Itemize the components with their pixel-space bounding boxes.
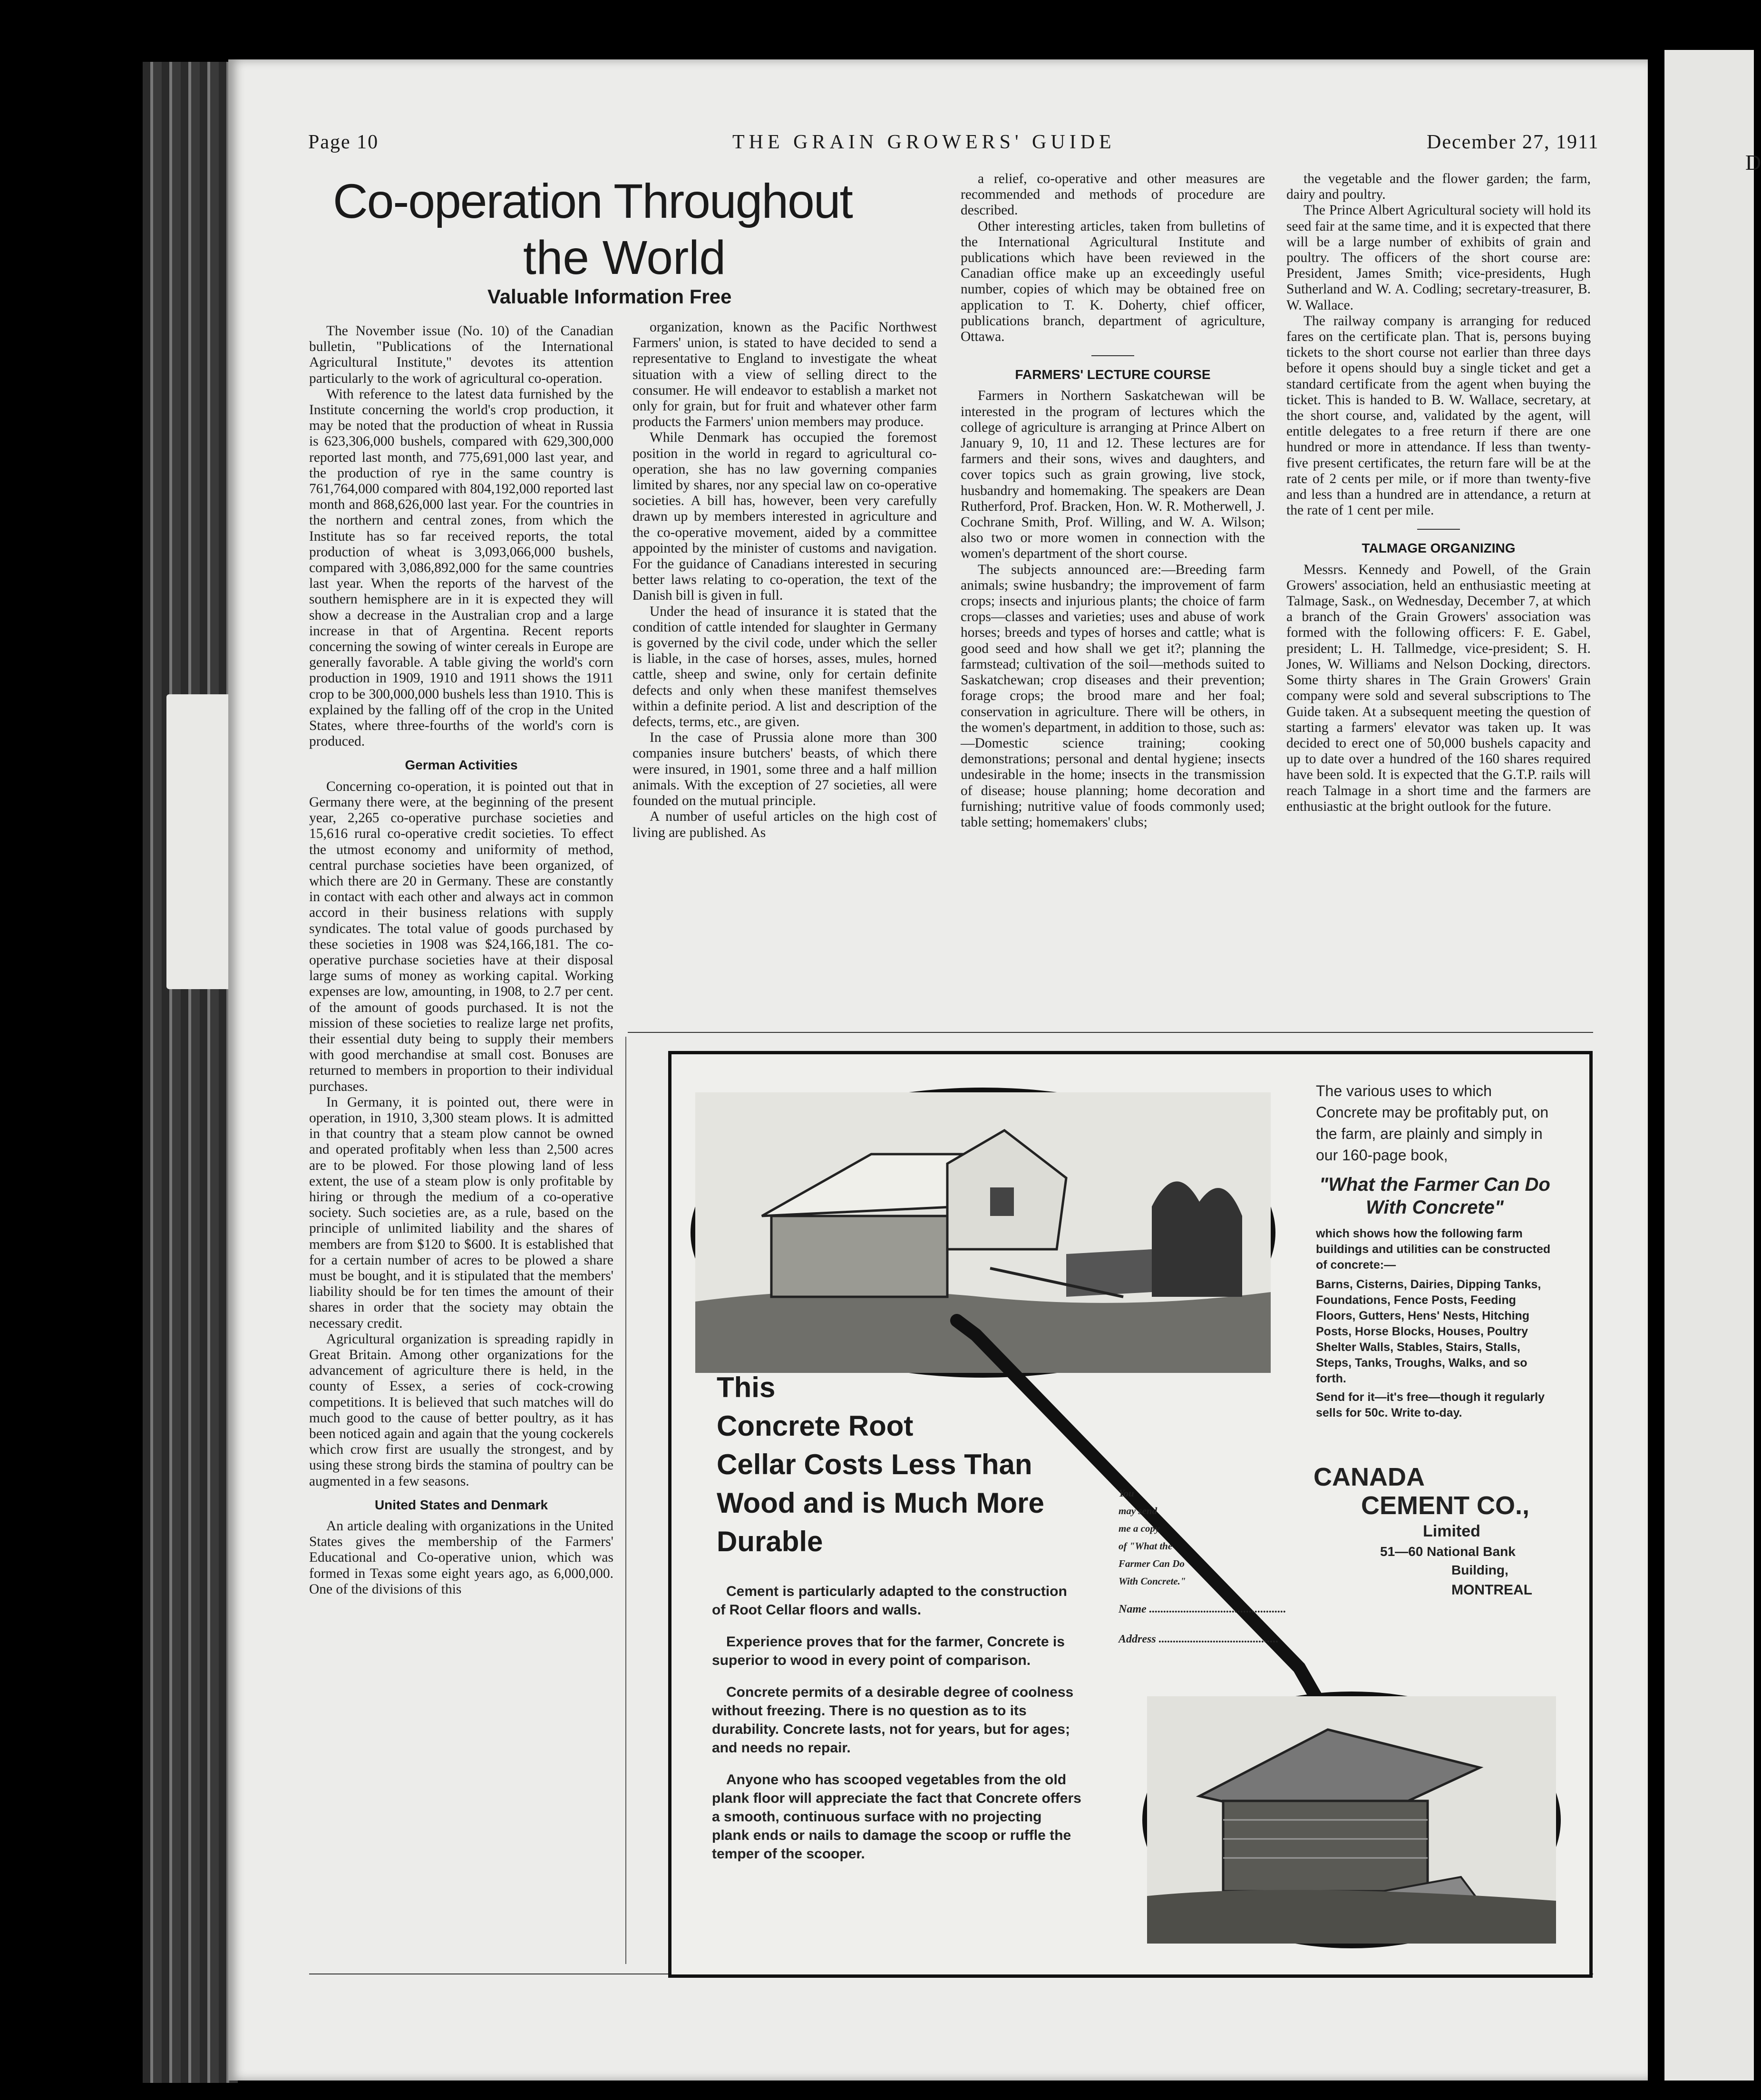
heading-farmers-lecture: FARMERS' LECTURE COURSE [1015,367,1211,382]
col4-paras [1286,171,1591,518]
facing-page-edge [1664,50,1761,2081]
col1-paras [309,323,613,749]
ad-body-paras-item: Experience proves that for the farmer, Concrete is superior to wood in every point of comparison. [712,1634,1065,1668]
ad-headline-lines-item: Wood and is Much More [717,1487,1044,1519]
heading-us-denmark: United States and Denmark [374,1497,548,1512]
ad-buildings-list: Barns, Cisterns, Dairies, Dipping Tanks, Foundations, Fence Posts, Feeding Floors, Gutters, Hens' Nests, Hitching Posts, Horse Blocks, Houses, Poultry Shelter Walls, Stables, Stairs, Stalls, Steps, Tanks, Troughs, Walks, and so forth. [1316,1278,1541,1385]
company-address3: MONTREAL [1451,1582,1532,1598]
us-paras-item: An article dealing with organizations in the United States gives the membership of the Farmers' Educational and Co-operative union, which was formed in Texas some eight years ago, as 6,000,000. One of the divisions of this [309,1518,613,1597]
german-paras-item: Agricultural organization is spreading rapidly in Great Britain. Among other organizations for the advancement of agriculture there is held, in the county of Essex, a series of cock-crowing competitions. It is believed that such matches will do much good to the cause of better poultry, as it has been noticed again and again that the young cockerels which crow first are usually the strongest, and by using these strong birds the stamina of poultry can be augmented in a few seasons. [309,1331,613,1489]
talmage-paras [1286,562,1591,815]
ad-headline-lines [717,1368,1044,1561]
coupon-name-label: Name [1119,1603,1147,1615]
lecture-paras [961,388,1265,830]
german-paras [309,779,613,1489]
coupon-lines-item: me a copy [1119,1523,1160,1534]
german-paras-item: Concerning co-operation, it is pointed out that in Germany there were, at the beginning of the present year, 2,265 co-operative purchase societies and 15,616 rural co-operative credit societies. To effect the utmost economy and uniformity of method, central purchase societies have been organized, of which there are 20 in Germany. These are constantly in contact with each other and always act in common accord in their business relations with supply syndicates. The total value of goods purchased by these societies in 1908 was $24,166,181. The co-operative purchase societies have at their disposal large sums of money as working capital. Working expenses are low, amounting, in 1908, to 2.7 per cent. of the amount of goods purchased. It is not the mission of these societies to realize large net profits, their essential duty being to supply their members with good merchandise at small cost. Bonuses are returned to members in proportion to their individual purchases. [309,778,613,1094]
coupon-address[interactable]: Address .......................................... [1119,1633,1279,1645]
ad-shows: which shows how the following farm buildings and utilities can be constructed of concrete:— [1316,1227,1551,1272]
coupon-lines-item: Farmer Can Do [1119,1558,1185,1569]
lecture-paras-item: Farmers in Northern Saskatchewan will be interested in the program of lectures which the college of agriculture is arranging at Prince Albert on January 9, 10, 11 and 12. These lectures are for farmers and their sons, wives and daughters, and cover topics such as grain growing, live stock, husbandry and homemaking. The speakers are Dean Rutherford, Prof. Bracken, Hon. W. R. Motherwell, J. Cochrane Smith, Prof. Willing, and W. A. Wilson; also two or more women in connection with the women's department of the short course. [961,388,1265,562]
coupon-lines-item: may send [1119,1505,1158,1517]
column-4 [1286,171,1591,815]
column-rule [625,1037,626,1964]
ad-book-offer [1316,1080,1554,1421]
heading-talmage: TALMAGE ORGANIZING [1362,541,1516,556]
company-line3: Limited [1423,1522,1480,1540]
ad-body-paras-item: Anyone who has scooped vegetables from the old plank floor will appreciate the fact that Concrete offers a smooth, continuous surface with no projecting plank ends or nails to damage the scoop or ruffle the temper of the scooper. [712,1772,1081,1862]
col3-paras-item: a relief, co-operative and other measures are recommended and methods of procedure are described. [961,171,1265,218]
article-title-line1: Co-operation Throughout [333,174,852,228]
facing-page-letter: D [1745,150,1761,175]
ad-coupon [1119,1485,1286,1648]
divider [1417,529,1460,530]
ad-headline [717,1368,1044,1561]
coupon-lines-item: With Concrete." [1119,1575,1186,1587]
ad-body-paras [712,1582,1083,1863]
ad-intro: The various uses to which Concrete may be profitably put, on the farm, are plainly and simply in our 160-page book, [1316,1082,1549,1164]
article-subtitle: Valuable Information Free [487,285,732,308]
coupon-lines-item: of "What the [1119,1540,1173,1552]
us-paras [309,1518,613,1597]
column-1 [309,323,613,1597]
col2-paras [632,320,937,841]
issue-date: December 27, 1911 [1427,131,1599,153]
column-3 [961,171,1265,830]
col2-paras-item: Under the head of insurance it is stated that the condition of cattle intended for slaughter in Germany is governed by the civil code, under which the seller is liable, in the case of horses, asses, mules, horned cattle, sheep and swine, only for certain definite defects and only when these manifest themselves within a definite period. A list and description of the defects, terms, etc., are given. [632,603,937,730]
horizontal-rule [628,1032,1593,1033]
ad-headline-lines-item: Durable [717,1526,823,1557]
company-line1: CANADA [1313,1463,1425,1491]
coupon-name[interactable]: Name ................................................ [1119,1603,1286,1615]
lecture-paras-item: The subjects announced are:—Breeding farm animals; swine husbandry; the improvement of farm crops; insects and injurious plants; the choice of farm crops—classes and varieties; uses and abuse of work horses; breeds and types of horses and cattle; what is good seed and how shall we get it?; planning the farmstead; cultivation of the soil—methods suited to Saskatchewan; crop diseases and their prevention; forage crops; the brood mare and her foal; conservation in agriculture. There will be others, in the women's department, in addition to those, such as:—Domestic science training; cooking demonstrations; personal and dental hygiene; insects undesirable in the home; insects in the transmission of disease; house planning; home decoration and furnishing; nutritive value of foods commonly used; table setting; homemakers' clubs; [961,562,1265,830]
ad-send: Send for it—it's free—though it regularly sells for 50c. Write to-day. [1316,1390,1545,1419]
col2-paras-item: organization, known as the Pacific Northwest Farmers' union, is stated to have decided to send a representative to England to investigate the wheat situation with a view of selling direct to the consumer. He will endeavor to establish a market not only for grain, but for fruit and whatever other farm products the Farmers' union members may produce. [632,320,937,430]
article-title-line2: the World [523,231,726,284]
company-address2: Building, [1451,1563,1508,1577]
col4-paras-item: The Prince Albert Agricultural society will hold its seed fair at the same time, and it is expected that there will be a large number of exhibits of grain and poultry. The officers of the short course are: President, James Smith; vice-presidents, Hugh Sutherland and W. A. Codling; secretary-treasurer, B. W. Wallace. [1286,203,1591,313]
col2-paras-item: In the case of Prussia alone more than 300 companies insure butchers' beasts, of which there were insured, in 1901, some three and a half million animals. With the exception of 27 societies, all were founded on the mutual principle. [632,730,937,809]
page-number: Page 10 [308,131,379,153]
column-2 [632,320,937,841]
col1-paras-item: The November issue (No. 10) of the Canadian bulletin, "Publications of the International Agricultural Institute," devotes its attention particularly to the work of agricultural co-operation. [309,323,613,386]
col4-paras-item: The railway company is arranging for reduced fares on the certificate plan. That is, persons buying tickets to the short course not earlier than three days before it opens should buy a single ticket and get a standard certificate from the agent when buying the ticket. This is handed to B. W. Wallace, secretary, at the short course, and, validated by the agent, will entitle delegates to a free return if there are one hundred or more in attendance. If less than twenty-five present certificates, the return fare will be at the rate of 2 cents per mile, or if more than twenty-five and less than a hundred are in attendance, a return at the rate of 1 cent per mile. [1286,313,1591,518]
divider [1091,355,1134,356]
newspaper-name: THE GRAIN GROWERS' GUIDE [732,131,1116,153]
col1-paras-item: With reference to the latest data furnished by the Institute concerning the world's crop production, it may be noted that the production of wheat in Russia is 623,306,000 bushels, compared with 629,300,000 reported last month, and 775,691,000 last year, and the production of rye in the same country is 761,764,000 compared with 804,192,000 reported last month and 868,626,000 last year. For the countries in the northern and central zones, from which the Institute has so far received reports, the total production of wheat is 3,093,066,000 bushels, compared with 3,086,892,000 for the same countries last year. When the reports of the harvest of the southern hemisphere are in it is expected they will show a decrease in the Australian crop and a large increase in that of Argentina. Recent reports concerning the sowing of winter cereals in Europe are generally favorable. A table giving the world's corn production in 1909, 1910 and 1911 shows the 1911 crop to be 300,000,000 bushels less than 1910. This is explained by the falling off of the crop in the United States, where three-fourths of the world's corn is produced. [309,386,613,749]
ad-book-title: "What the Farmer Can Do With Concrete" [1319,1174,1550,1218]
ad-headline-lines-item: This [717,1371,776,1403]
talmage-paras-item: Messrs. Kennedy and Powell, of the Grain Growers' association, held an enthusiastic meeting at Talmage, Sask., on Wednesday, December 7, at which a branch of the Grain Growers' association was formed with the following officers: F. E. Gabel, president; L. H. Tallmedge, vice-president; S. H. Jones, W. Williams and Nelson Docking, directors. Some thirty shares in The Grain Growers' Grain company were sold and several subscriptions to The Guide taken. At a subsequent meeting the question of starting a farmers' elevator was taken up. It was decided to erect one of 50,000 bushels capacity and up to date over a hundred of the 160 shares required have been sold. It is expected that the G.T.P. rails will reach Talmage in a short time and the farmers are enthusiastic at the bright outlook for the future. [1286,562,1591,814]
col3-paras-item: Other interesting articles, taken from bulletins of the International Agricultural Institute and publications which have been reviewed in the Canadian office make up an exceedingly useful number, copies of which may be obtained free on application to T. K. Doherty, chief officer, publications branch, department of agriculture, Ottawa. [961,218,1265,345]
col2-paras-item: While Denmark has occupied the foremost position in the world in regard to agricultural co-operation, she has no law governing companies limited by shares, nor any special law on co-operative societies. A bill has, however, been very carefully drawn up by members interested in agriculture and the co-operative movement, aided by a committee appointed by the minister of customs and navigation. For the guidance of Canadians interested in securing better laws relating to co-operation, the text of the Danish bill is given in full. [632,430,937,603]
german-paras-item: In Germany, it is pointed out, there were in operation, in 1910, 3,300 steam plows. It is admitted in that country that a steam plow cannot be owned and operated profitably when less than 2,500 acres are to be plowed. For those plowing land of less extent, the use of a steam plow is only profitable by hiring or through the medium of a co-operative society. Such societies are, as a rule, based on the principle of unlimited liability and the shares of members are from $120 to $600. It is established that for a certain number of acres to be plowed a share must be bought, and it is stipulated that the members' liability should be for ten times the amount of their shares in order that the society may obtain the necessary credit. [309,1094,613,1331]
ad-headline-lines-item: Cellar Costs Less Than [717,1449,1032,1480]
canada-cement-ad [668,1051,1593,1978]
bookmark-tab [166,694,233,989]
col3-paras [961,171,1265,345]
ad-body-paras-item: Cement is particularly adapted to the construction of Root Cellar floors and walls. [712,1584,1067,1618]
heading-german-activities: German Activities [405,758,518,773]
coupon-lines [1119,1485,1286,1590]
company-line2: CEMENT CO., [1361,1491,1530,1520]
company-address1: 51—60 National Bank [1380,1544,1516,1559]
root-cellar-illustration [1142,1692,1561,1948]
ad-body [712,1582,1083,1876]
col4-paras-item: the vegetable and the flower garden; the farm, dairy and poultry. [1286,171,1591,203]
col2-paras-item: A number of useful articles on the high cost of living are published. As [632,809,937,840]
ad-body-paras-item: Concrete permits of a desirable degree of coolness without freezing. There is no question as to its durability. Concrete lasts, not for years, but for ages; and needs no repair. [712,1684,1074,1756]
coupon-lines-item: You [1119,1488,1134,1499]
coupon-address-label: Address [1119,1633,1156,1645]
ad-headline-lines-item: Concrete Root [717,1410,914,1442]
ad-company [1313,1463,1532,1601]
book-spine-edges [143,62,238,2083]
